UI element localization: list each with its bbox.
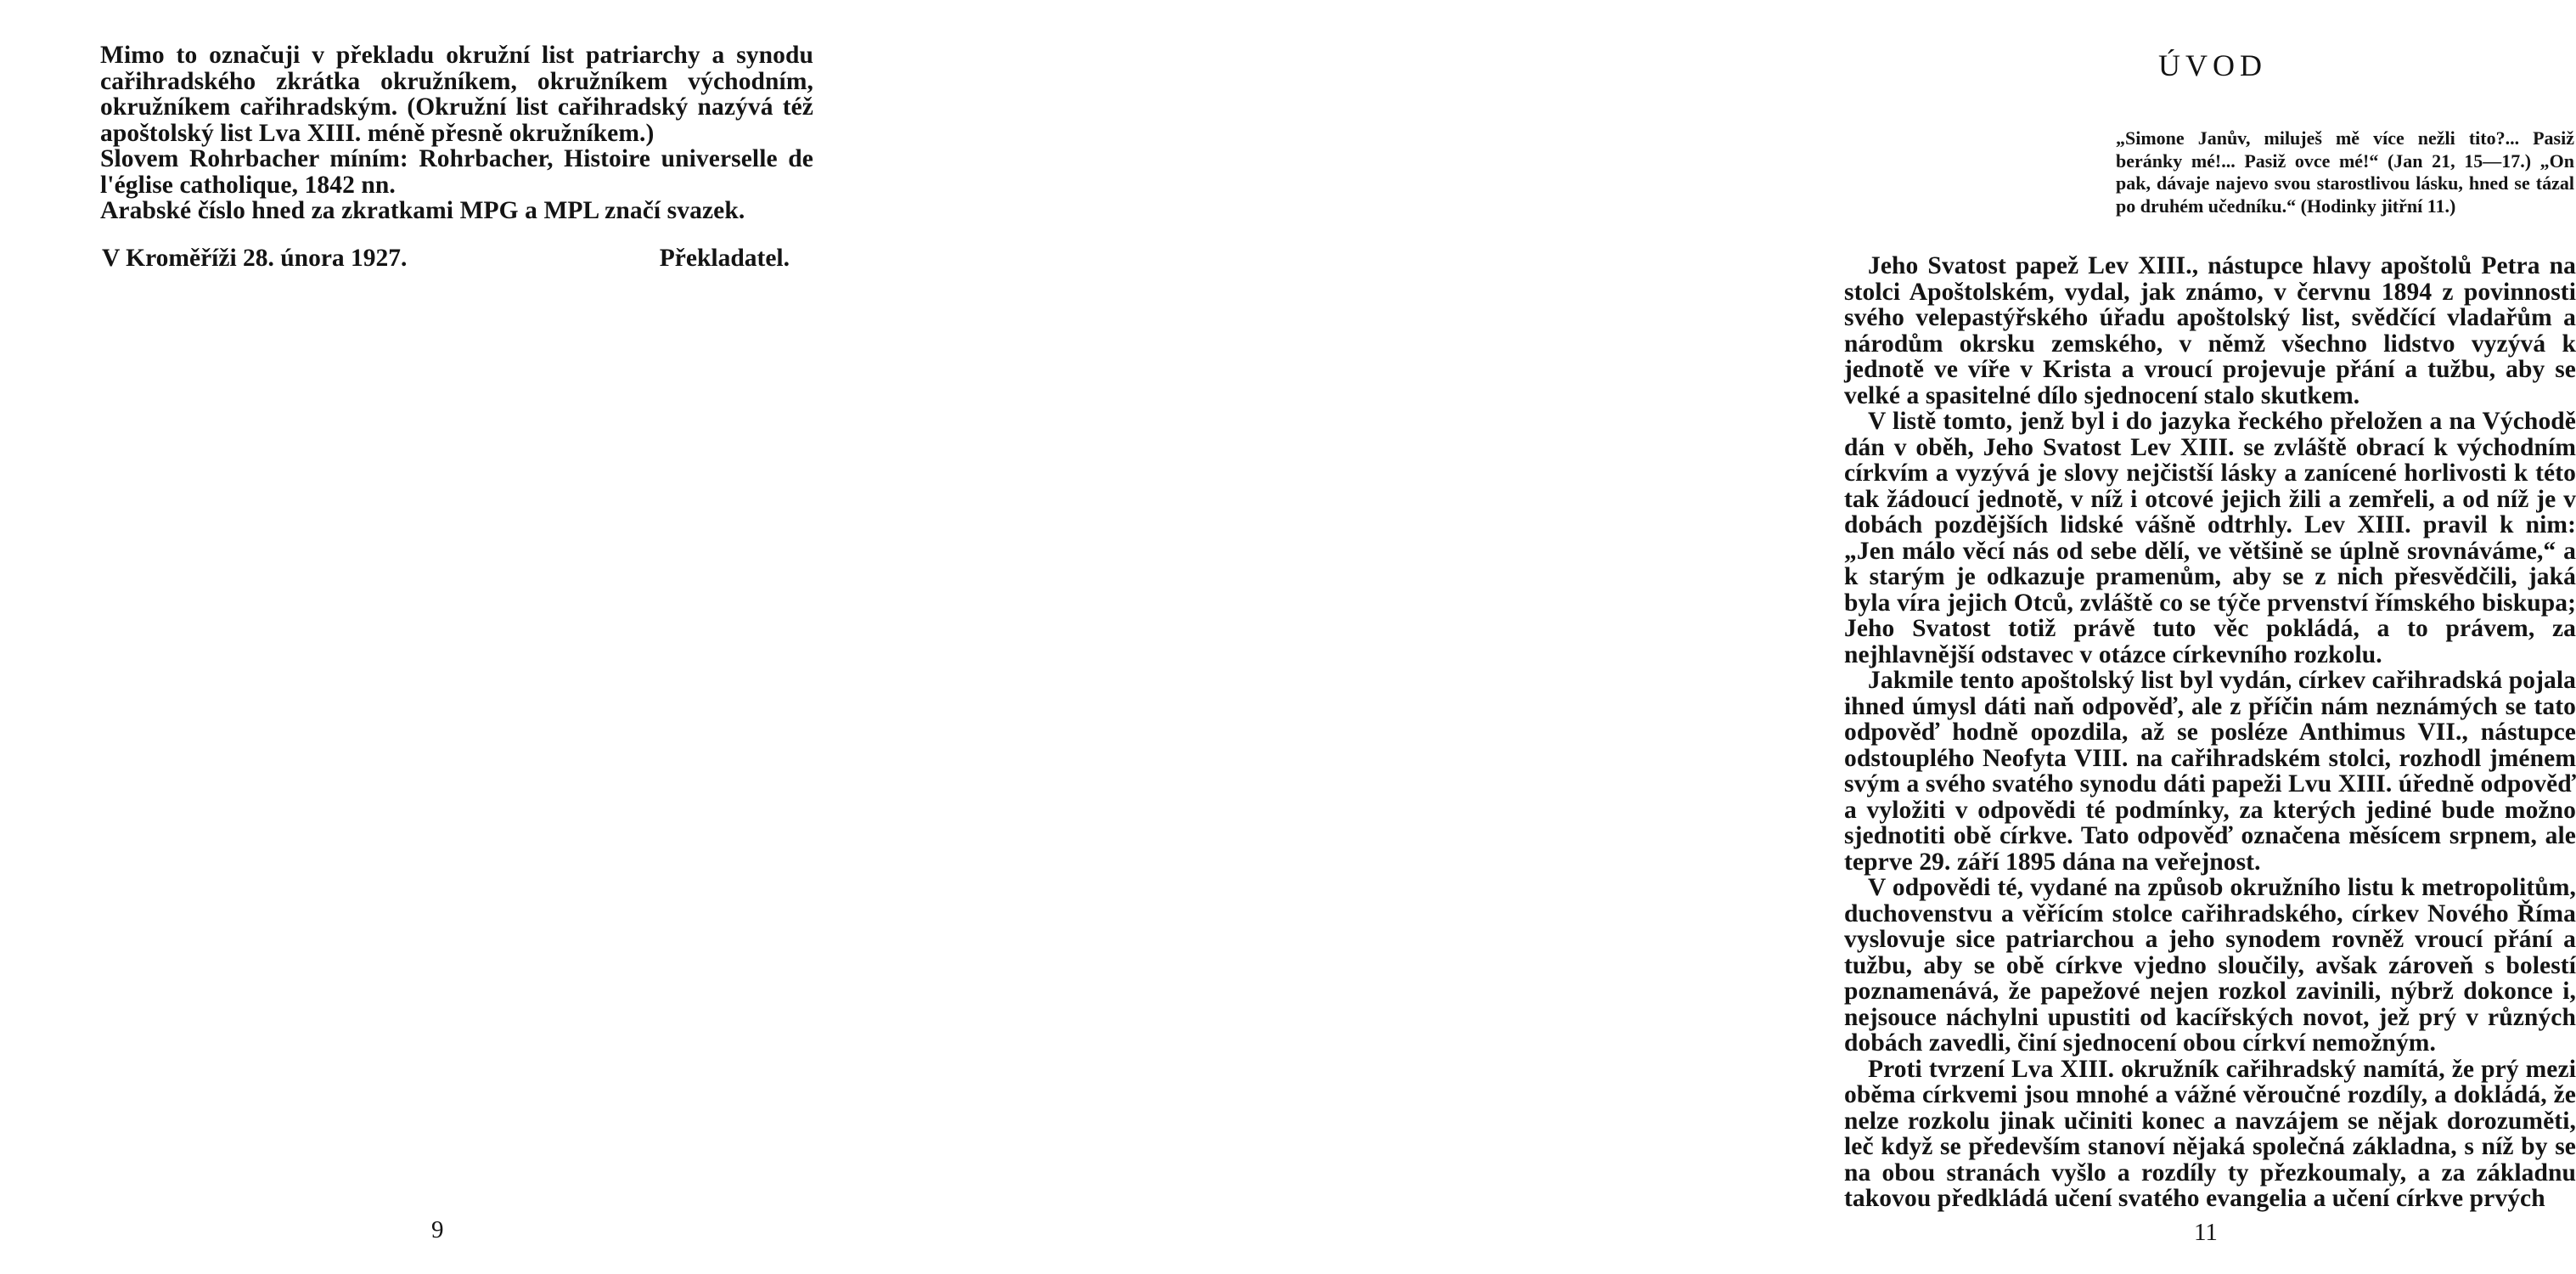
- paragraph: V odpovědi té, vydané na způsob okružního listu k metropolitům, duchovenstvu a věřícím stolce cařihradského, církev Nového Říma vyslovuje sice patriarchou a jeho synodem rovněž vroucí přání a tužbu, aby se obě církve vjedno sloučily, avšak zároveň s bolestí poznamenává, že papežové nejen rozkol zavinili, nýbrž dokonce i, nejsouce náchylni upustiti od kacířských novot, jež prý v různých dobách zavedli, činí sjednocení obou církví nemožným.: [1844, 874, 2576, 1057]
- paragraph: Jeho Svatost papež Lev XIII., nástupce hlavy apoštolů Petra na stolci Apoštolském, vydal, jak známo, v červnu 1894 z povinnosti svého velepastýřského úřadu apoštolský list, svědčící vladařům a národům okrsku zemského, v němž všechno lidstvo vyzývá k jednotě ve víře v Krista a vroucí projevuje přání a tužbu, aby se velké a spasitelné dílo sjednocení stalo skutkem.: [1844, 252, 2576, 409]
- right-page: [880, 0, 2576, 1274]
- paragraph: Jakmile tento apoštolský list byl vydán, církev cařihradská pojala ihned úmysl dáti naň odpověď, ale z příčin nám neznámých se tato odpověď hodně opozdila, až se posléze Anthimus VII., nástupce odstouplého Neofyta VIII. na cařihradském stolci, rozhodl jménem svým a svého svatého synodu dáti papeži Lvu XIII. úředně odpověď a vyložiti v odpovědi té podmínky, za kterých jediné bude možno sjednotiti obě církve. Tato odpověď označena měsícem srpnem, ale teprve 29. září 1895 dána na veřejnost.: [1844, 667, 2576, 876]
- left-page-body: [100, 42, 813, 224]
- epigraph: „Simone Janův, miluješ mě více nežli tito?... Pasiž beránky mé!... Pasiž ovce mé!“ (Jan 21, 15—17.) „On pak, dávaje najevo svou starostlivou lásku, hned se tázal po druhém učedníku.“ (Hodinky jitřní 11.): [2116, 127, 2574, 217]
- translator-signature: Překladatel.: [659, 245, 790, 272]
- left-page: [0, 0, 880, 1274]
- paragraph: Arabské číslo hned za zkratkami MPG a MPL značí svazek.: [100, 197, 745, 224]
- paragraph: V listě tomto, jenž byl i do jazyka řeckého přeložen a na Východě dán v oběh, Jeho Svatost Lev XIII. se zvláště obrací k východním církvím a vyzývá je slovy nejčistší lásky a zanícené horlivosti k této tak žádoucí jednotě, v níž i otcové jejich žili a zemřeli, a od níž je v dobách pozdějších lidské vášně odtrhly. Lev XIII. pravil k nim: „Jen málo věcí nás od sebe dělí, ve většině se úplně srovnáváme,“ a k starým je odkazuje pramenům, aby se z nich přesvědčili, jaká byla víra jejich Otců, zvláště co se týče prvenství římského biskupa; Jeho Svatost totiž právě tuto věc pokládá, a to právem, za nejhlavnější odstavec v otázce církevního rozkolu.: [1844, 408, 2576, 668]
- paragraph: Proti tvrzení Lva XIII. okružník cařihradský namítá, že prý mezi oběma církvemi jsou mnohé a vážné věroučné rozdíly, a dokládá, že nelze rozkolu jinak učiniti konec a navzájem se nějak dorozuměti, leč když se především stanoví nějaká společná základna, s níž by se na obou stranách vyšlo a rozdíly ty přezkoumaly, a za základnu takovou předkládá učení svatého evangelia a učení církve prvých: [1844, 1055, 2576, 1212]
- chapter-title: ÚVOD: [2158, 48, 2267, 82]
- page-number: 11: [2194, 1219, 2218, 1246]
- right-page-body: [1844, 253, 2576, 1212]
- signoff-line: [102, 245, 790, 273]
- paragraph: Mimo to označuji v překladu okružní list patriarchy a synodu cařihradského zkrátka okružníkem, okružníkem východním, okružníkem cařihradským. (Okružní list cařihradský nazývá též apoštolský list Lva XIII. méně přesně okružníkem.): [100, 42, 813, 147]
- paragraph: Slovem Rohrbacher míním: Rohrbacher, Histoire universelle de l'église catholique, 1842 nn.: [100, 145, 813, 199]
- page-number: 9: [431, 1216, 444, 1243]
- place-date: V Kroměříži 28. února 1927.: [102, 245, 408, 272]
